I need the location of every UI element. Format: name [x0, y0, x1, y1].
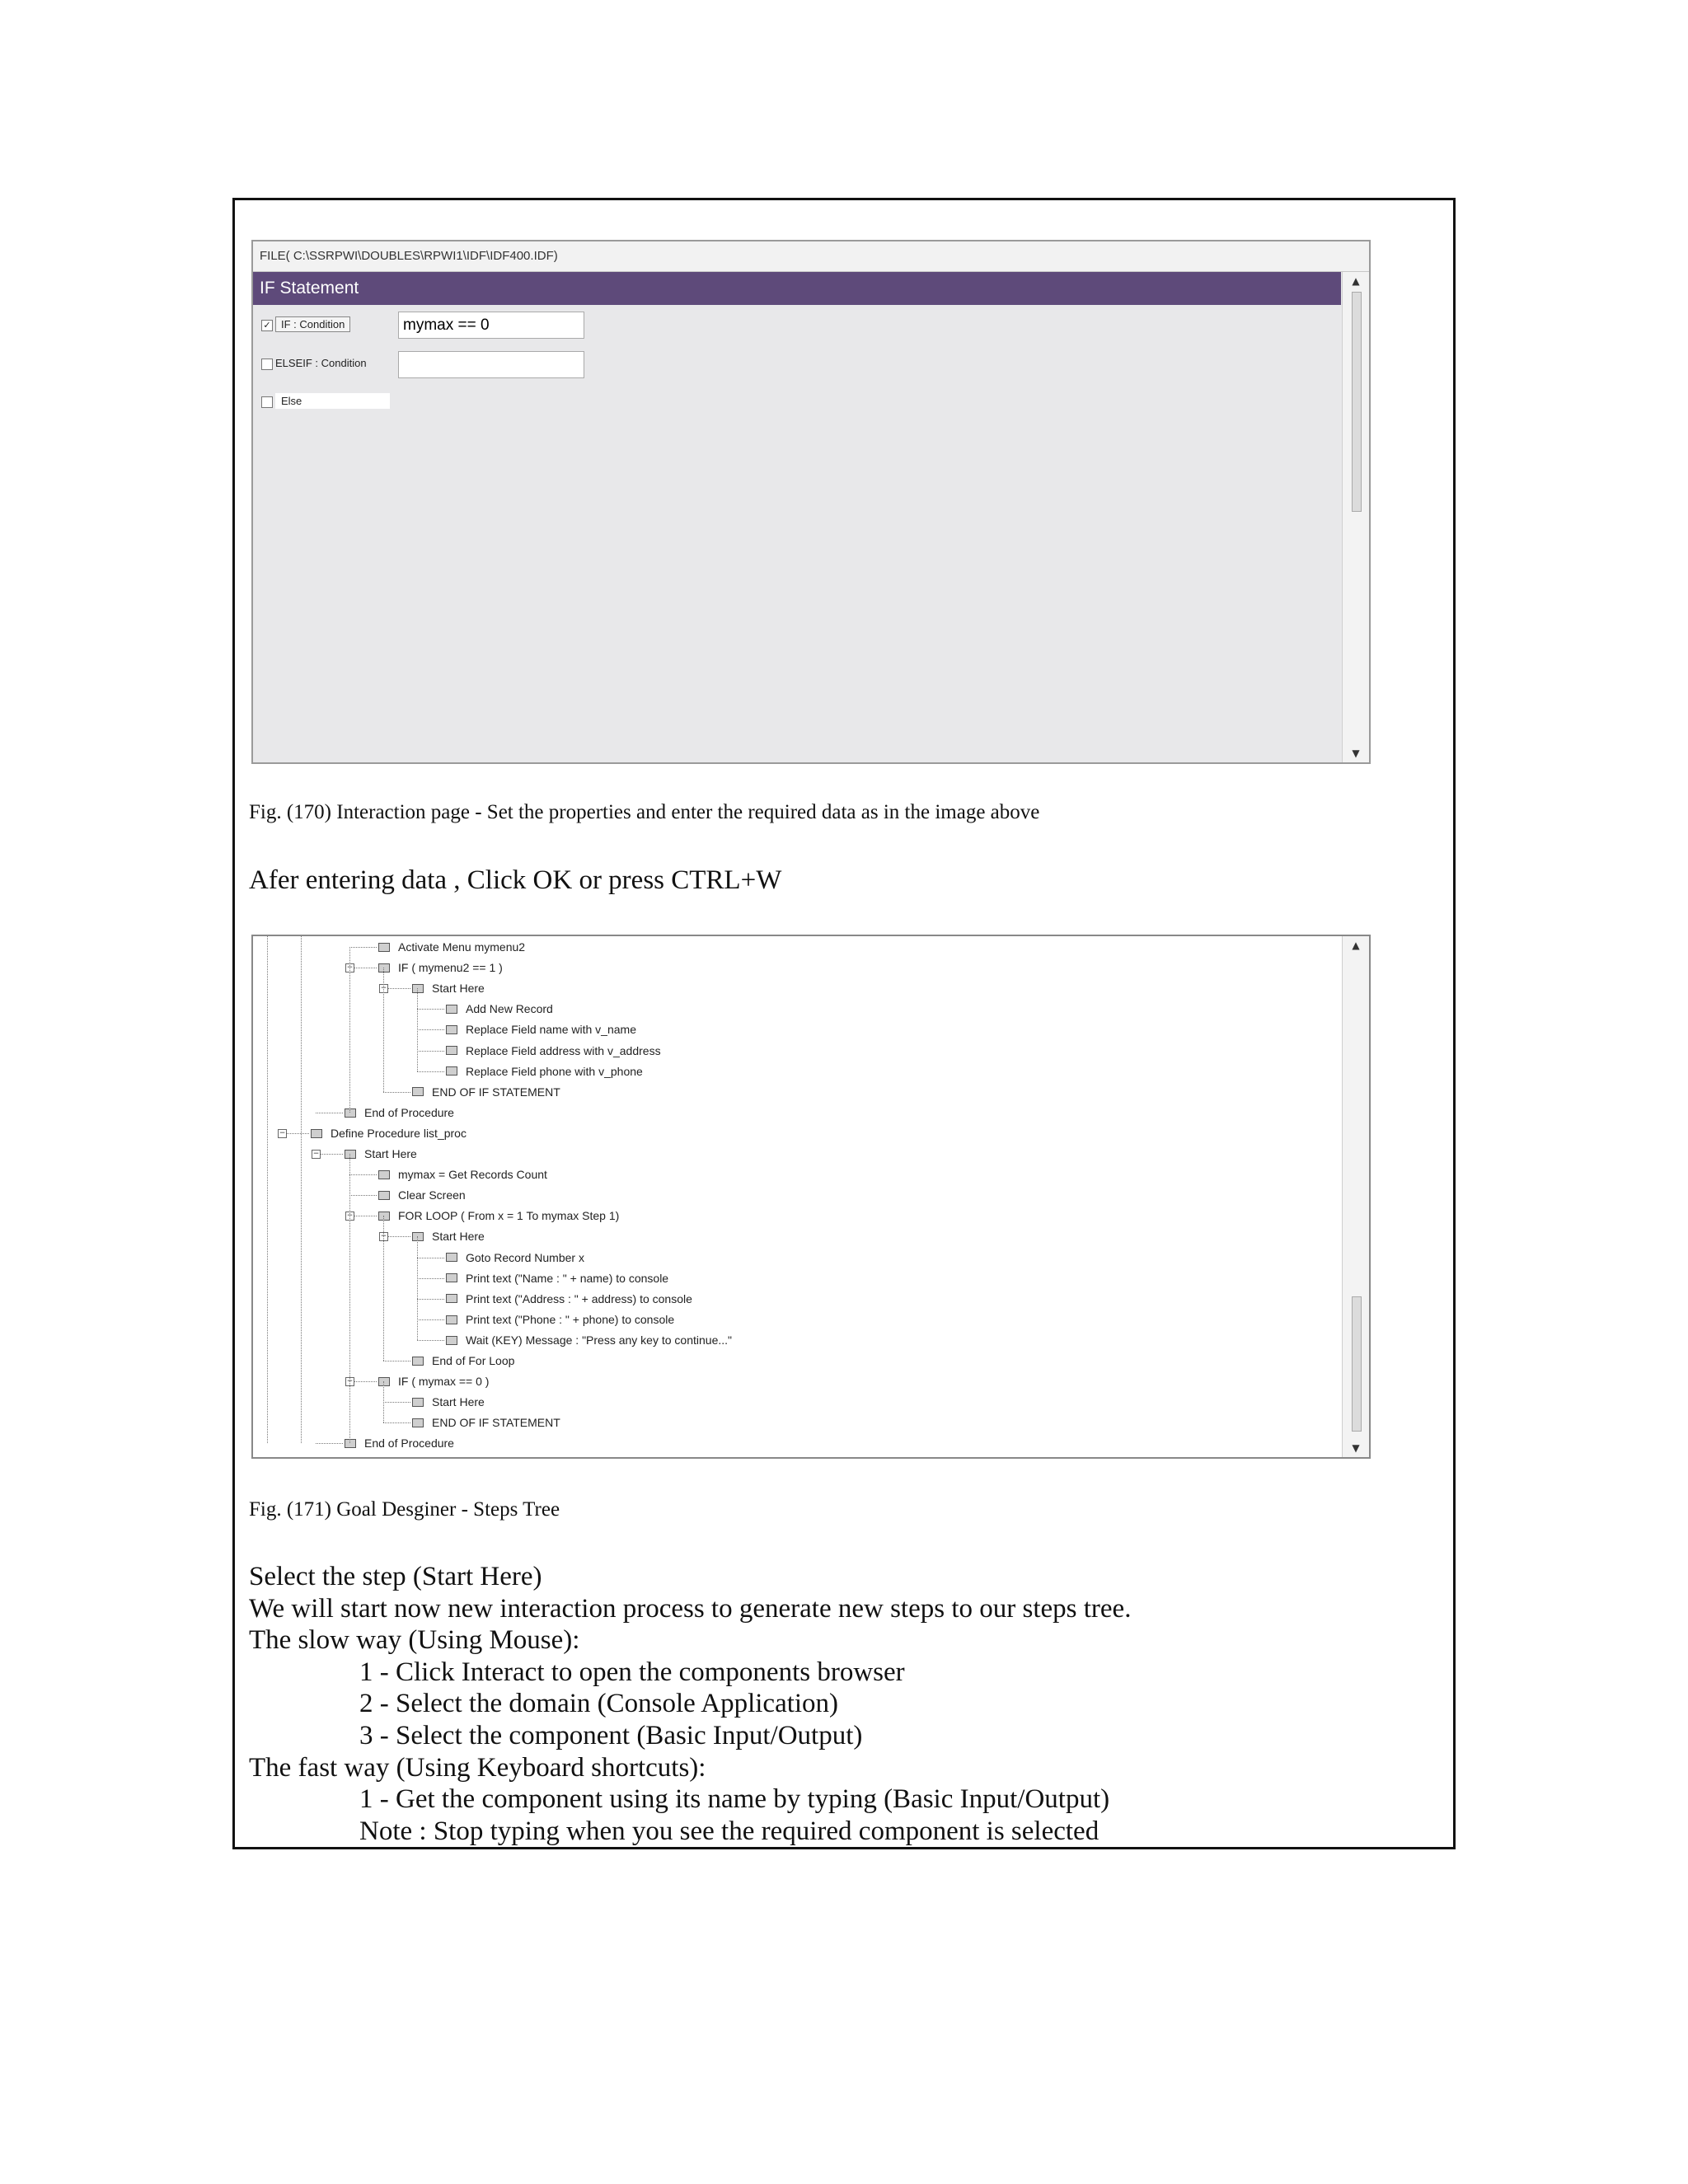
step-node-icon [446, 1253, 457, 1262]
step-node-icon [378, 1212, 390, 1221]
tree-branch-line [383, 1092, 410, 1093]
tree-node[interactable] [345, 1105, 454, 1120]
tree-guide-line [417, 1236, 418, 1340]
tree-node-label: END OF IF STATEMENT [432, 1085, 560, 1099]
fig171-caption: Fig. (171) Goal Desginer - Steps Tree [249, 1498, 560, 1521]
if-statement-window [251, 240, 1371, 764]
step-node-icon [446, 1294, 457, 1303]
tree-branch-line [417, 1278, 444, 1279]
tree-collapse-icon[interactable]: − [346, 1377, 354, 1386]
tree-branch-line [349, 947, 377, 948]
step-node-icon [345, 1439, 356, 1448]
fast-way-heading: The fast way (Using Keyboard shortcuts): [249, 1753, 706, 1783]
tree-guide-line [267, 936, 268, 1443]
tree-scroll-up-icon[interactable]: ▲ [1352, 940, 1360, 951]
slow-step-1: 1 - Click Interact to open the components browser [359, 1657, 905, 1687]
tree-node[interactable] [446, 1064, 643, 1079]
tree-node-label: Print text ("Address : " + address) to console [466, 1291, 692, 1305]
tree-node[interactable] [446, 1022, 636, 1037]
tree-node[interactable] [446, 1333, 732, 1347]
tree-guide-line [417, 988, 418, 1071]
tree-node[interactable] [412, 1229, 485, 1244]
tree-collapse-icon[interactable]: − [346, 1212, 354, 1221]
tree-node[interactable] [378, 960, 503, 975]
tree-collapse-icon[interactable]: − [380, 984, 387, 993]
tree-node[interactable] [345, 1146, 417, 1161]
step-node-icon [378, 963, 390, 972]
tree-node-label: END OF IF STATEMENT [432, 1416, 560, 1430]
step-node-icon [412, 1398, 424, 1407]
step-node-icon [446, 1066, 457, 1076]
tree-node-label: Start Here [432, 1230, 485, 1244]
slow-step-3: 3 - Select the component (Basic Input/Output) [359, 1721, 863, 1750]
else-row [261, 393, 390, 409]
steps-tree-window [251, 935, 1371, 1459]
properties-panel [253, 305, 1341, 762]
step-node-icon [412, 1232, 424, 1241]
tree-guide-line [383, 1216, 384, 1361]
step-node-icon [446, 1046, 457, 1055]
tree-node[interactable] [378, 1188, 466, 1202]
step-node-icon [345, 1150, 356, 1159]
else-checkbox[interactable] [261, 396, 273, 408]
if-condition-input[interactable]: mymax == 0 [398, 312, 584, 339]
tree-branch-line [417, 1319, 444, 1320]
tree-node[interactable] [311, 1126, 467, 1141]
tree-node[interactable] [378, 940, 525, 954]
tree-node-label: Goto Record Number x [466, 1250, 584, 1264]
window-title: IF Statement [253, 272, 1341, 305]
tree-node-label: Start Here [432, 982, 485, 996]
elseif-condition-checkbox[interactable] [261, 359, 273, 370]
elseif-condition-row [261, 357, 367, 370]
fast-step-1: 1 - Get the component using its name by typing (Basic Input/Output) [359, 1784, 1110, 1814]
step-node-icon [412, 984, 424, 993]
tree-node-label: Start Here [364, 1147, 417, 1160]
tree-guide-line [349, 1154, 350, 1443]
elseif-condition-label: ELSEIF : Condition [275, 357, 367, 369]
step-node-icon [446, 1273, 457, 1282]
tree-node-label: Wait (KEY) Message : "Press any key to continue..." [466, 1333, 732, 1347]
tree-branch-line [417, 1340, 444, 1341]
tree-node[interactable] [446, 1250, 584, 1265]
step-node-icon [378, 1377, 390, 1386]
file-path: FILE( C:\SSRPWI\DOUBLES\RPWI1\IDF\IDF400.IDF) [253, 241, 1369, 272]
tree-node[interactable] [378, 1167, 547, 1182]
tree-guide-line [383, 968, 384, 1092]
scroll-up-icon[interactable]: ▲ [1352, 275, 1360, 287]
step-node-icon [446, 1025, 457, 1034]
tree-node[interactable] [446, 1001, 553, 1016]
tree-node[interactable] [412, 1394, 485, 1409]
tree-guide-line [383, 1381, 384, 1422]
tree-branch-line [316, 1443, 343, 1444]
tree-node-label: Add New Record [466, 1002, 553, 1016]
instruction-text: Afer entering data , Click OK or press CTRL+W [249, 865, 782, 895]
tree-node[interactable] [412, 981, 485, 996]
step-node-icon [412, 1418, 424, 1427]
tree-node[interactable] [412, 1415, 560, 1430]
step-node-icon [412, 1357, 424, 1366]
tree-guide-line [349, 947, 350, 1113]
tree-guide-line [301, 936, 302, 1443]
scroll-thumb[interactable] [1352, 292, 1362, 512]
slow-way-heading: The slow way (Using Mouse): [249, 1625, 580, 1655]
else-label: Else [275, 393, 390, 409]
tree-node-label: Start Here [432, 1395, 485, 1409]
tree-node-label: Replace Field address with v_address [466, 1043, 661, 1057]
tree-node[interactable] [446, 1291, 692, 1306]
step-node-icon [446, 1336, 457, 1345]
step-node-icon [412, 1087, 424, 1096]
tree-branch-line [349, 1174, 377, 1175]
vertical-scrollbar[interactable] [1342, 272, 1369, 762]
tree-node[interactable] [378, 1374, 489, 1389]
elseif-condition-input[interactable] [398, 351, 584, 378]
tree-branch-line [417, 1071, 444, 1072]
tree-node-label: IF ( mymax == 0 ) [398, 1375, 490, 1389]
tree-node[interactable] [412, 1353, 514, 1368]
step-node-icon [345, 1108, 356, 1118]
tree-vertical-scrollbar[interactable] [1342, 936, 1369, 1457]
tree-branch-line [383, 1402, 410, 1403]
tree-node-label: Replace Field name with v_name [466, 1023, 636, 1037]
tree-collapse-icon[interactable]: − [380, 1232, 387, 1241]
tree-node-label: End of Procedure [364, 1105, 454, 1119]
if-condition-checkbox[interactable]: ✓ [261, 320, 273, 331]
tree-branch-line [417, 1299, 444, 1300]
tree-branch-line [417, 1009, 444, 1010]
fig170-caption: Fig. (170) Interaction page - Set the properties and enter the required data as in the image above [249, 801, 1040, 823]
tree-scroll-down-icon[interactable]: ▼ [1352, 1442, 1360, 1454]
tree-collapse-icon[interactable]: − [312, 1150, 320, 1158]
tree-node-label: End of For Loop [432, 1354, 515, 1367]
tree-node[interactable] [446, 1043, 661, 1058]
tree-node[interactable] [378, 1208, 619, 1223]
fast-step-note: Note : Stop typing when you see the required component is selected [359, 1816, 1100, 1846]
tree-node-label: Replace Field phone with v_phone [466, 1064, 643, 1078]
steps-tree [253, 936, 1341, 1457]
tree-branch-line [383, 1422, 410, 1423]
tree-node-label: End of Procedure [364, 1436, 454, 1451]
tree-node-label: Print text ("Phone : " + phone) to console [466, 1312, 675, 1326]
tree-node[interactable] [412, 1085, 560, 1099]
tree-branch-line [349, 1195, 377, 1196]
tree-node-label: FOR LOOP ( From x = 1 To mymax Step 1) [398, 1209, 620, 1223]
tree-node-label: mymax = Get Records Count [398, 1168, 547, 1182]
step-node-icon [378, 1191, 390, 1200]
slow-step-2: 2 - Select the domain (Console Application) [359, 1689, 839, 1718]
scroll-down-icon[interactable]: ▼ [1352, 748, 1360, 759]
tree-collapse-icon[interactable]: − [346, 963, 354, 972]
tree-node-label: Define Procedure list_proc [331, 1126, 467, 1140]
tree-collapse-icon[interactable]: − [279, 1128, 286, 1137]
tree-node-label: Clear Screen [398, 1188, 466, 1202]
tree-scroll-thumb[interactable] [1352, 1296, 1362, 1432]
tree-node[interactable] [446, 1271, 668, 1286]
step-intro-text: We will start now new interaction process to generate new steps to our steps tree. [249, 1594, 1132, 1624]
step-node-icon [378, 943, 390, 952]
step-node-icon [446, 1315, 457, 1324]
tree-branch-line [417, 1051, 444, 1052]
if-condition-row [261, 316, 350, 332]
if-condition-label: IF : Condition [275, 316, 350, 332]
tree-node[interactable] [345, 1436, 454, 1451]
step-node-icon [446, 1005, 457, 1014]
step-select-text: Select the step (Start Here) [249, 1562, 542, 1591]
tree-node-label: IF ( mymenu2 == 1 ) [398, 961, 503, 975]
tree-node[interactable] [446, 1312, 674, 1327]
step-node-icon [311, 1129, 322, 1138]
tree-node-label: Activate Menu mymenu2 [398, 940, 526, 954]
step-node-icon [378, 1170, 390, 1179]
tree-node-label: Print text ("Name : " + name) to console [466, 1271, 669, 1285]
tree-branch-line [417, 1029, 444, 1030]
